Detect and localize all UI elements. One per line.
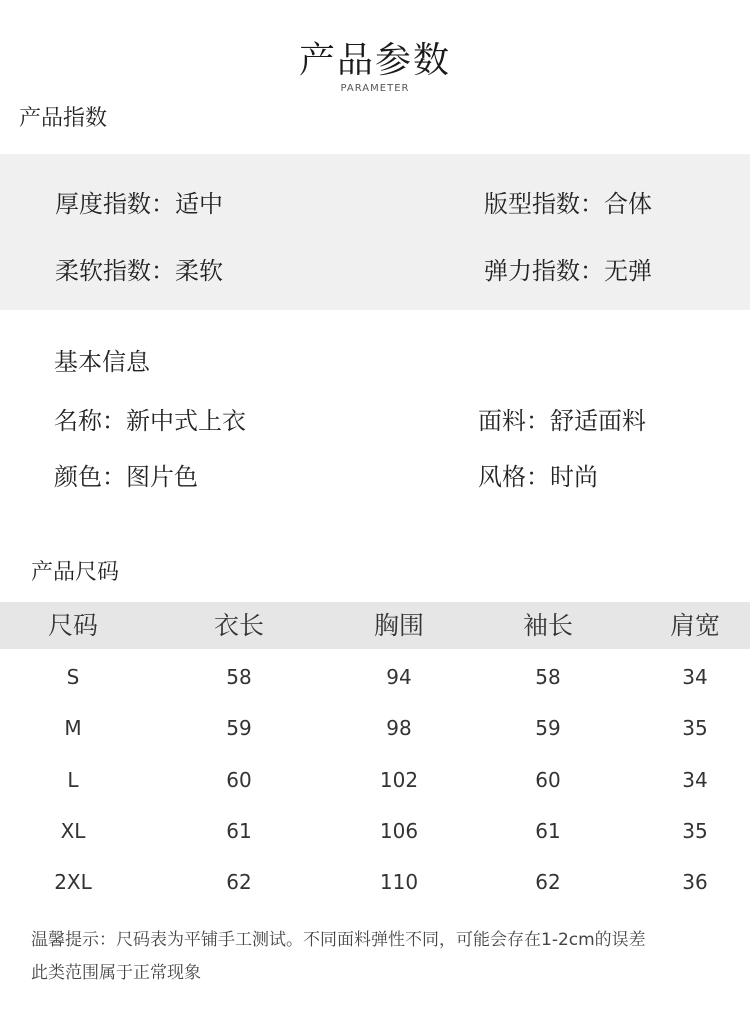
- colon: ：: [102, 463, 126, 491]
- size-note-line1: 温馨提示：尺码表为平铺手工测试。不同面料弹性不同，可能会存在1-2cm的误差: [31, 930, 646, 950]
- index-item-value: 合体: [604, 190, 652, 218]
- table-cell: 60: [226, 768, 252, 792]
- colon: ：: [151, 257, 175, 285]
- index-item-key: 弹力指数: [484, 257, 580, 285]
- info-item-value: 舒适面料: [550, 407, 646, 435]
- table-cell: 35: [682, 716, 708, 740]
- index-band: [0, 154, 750, 310]
- index-section-label: 产品指数: [19, 106, 108, 131]
- info-item: [54, 401, 246, 436]
- colon: ：: [526, 407, 550, 435]
- index-item-value: 无弹: [604, 257, 652, 285]
- table-cell: 36: [682, 870, 708, 894]
- page-subtitle: PARAMETER: [340, 83, 410, 94]
- column-header-chest: 胸围: [373, 611, 424, 640]
- table-cell: 110: [379, 870, 419, 894]
- info-item: [478, 401, 646, 436]
- index-item: [484, 251, 652, 286]
- info-item-key: 面料: [478, 407, 526, 435]
- info-item-key: 名称: [54, 407, 102, 435]
- index-item-key: 版型指数: [484, 190, 580, 218]
- index-item-value: 适中: [175, 190, 223, 218]
- table-cell: 102: [379, 768, 419, 792]
- table-cell: 2XL: [54, 870, 92, 894]
- table-cell: 60: [535, 768, 561, 792]
- info-item-key: 颜色: [54, 463, 102, 491]
- size-note-line2: 此类范围属于正常现象: [31, 963, 201, 983]
- info-item-key: 风格: [478, 463, 526, 491]
- column-header-size: 尺码: [47, 611, 98, 640]
- table-cell: 62: [535, 870, 561, 894]
- info-item-value: 时尚: [550, 463, 598, 491]
- index-item: [55, 251, 223, 286]
- table-cell: 58: [226, 665, 252, 689]
- index-item-value: 柔软: [175, 257, 223, 285]
- table-cell: XL: [60, 819, 86, 843]
- index-item: [55, 184, 223, 219]
- table-cell: 35: [682, 819, 708, 843]
- size-section-label: 产品尺码: [31, 560, 120, 585]
- info-item-value: 图片色: [126, 463, 198, 491]
- table-cell: M: [64, 716, 82, 740]
- table-cell: 98: [386, 716, 412, 740]
- index-item-key: 柔软指数: [55, 257, 151, 285]
- colon: ：: [580, 257, 604, 285]
- info-item: [54, 457, 198, 492]
- table-cell: 58: [535, 665, 561, 689]
- table-cell: 59: [226, 716, 252, 740]
- column-header-sleeve: 袖长: [522, 611, 573, 640]
- index-item-key: 厚度指数: [55, 190, 151, 218]
- page-title: 产品参数: [298, 40, 451, 81]
- table-cell: 61: [226, 819, 252, 843]
- index-item: [484, 184, 652, 219]
- column-header-shoulder: 肩宽: [669, 611, 720, 640]
- table-cell: 59: [535, 716, 561, 740]
- basic-info-label: 基本信息: [54, 348, 150, 376]
- info-item: [478, 457, 598, 492]
- table-cell: 61: [535, 819, 561, 843]
- colon: ：: [580, 190, 604, 218]
- colon: ：: [102, 407, 126, 435]
- table-cell: 62: [226, 870, 252, 894]
- table-cell: 34: [682, 665, 708, 689]
- table-cell: S: [66, 665, 80, 689]
- table-cell: 34: [682, 768, 708, 792]
- table-cell: 94: [386, 665, 412, 689]
- colon: ：: [151, 190, 175, 218]
- colon: ：: [526, 463, 550, 491]
- table-cell: 106: [379, 819, 419, 843]
- info-item-value: 新中式上衣: [126, 407, 246, 435]
- table-cell: L: [67, 768, 79, 792]
- column-header-length: 衣长: [213, 611, 264, 640]
